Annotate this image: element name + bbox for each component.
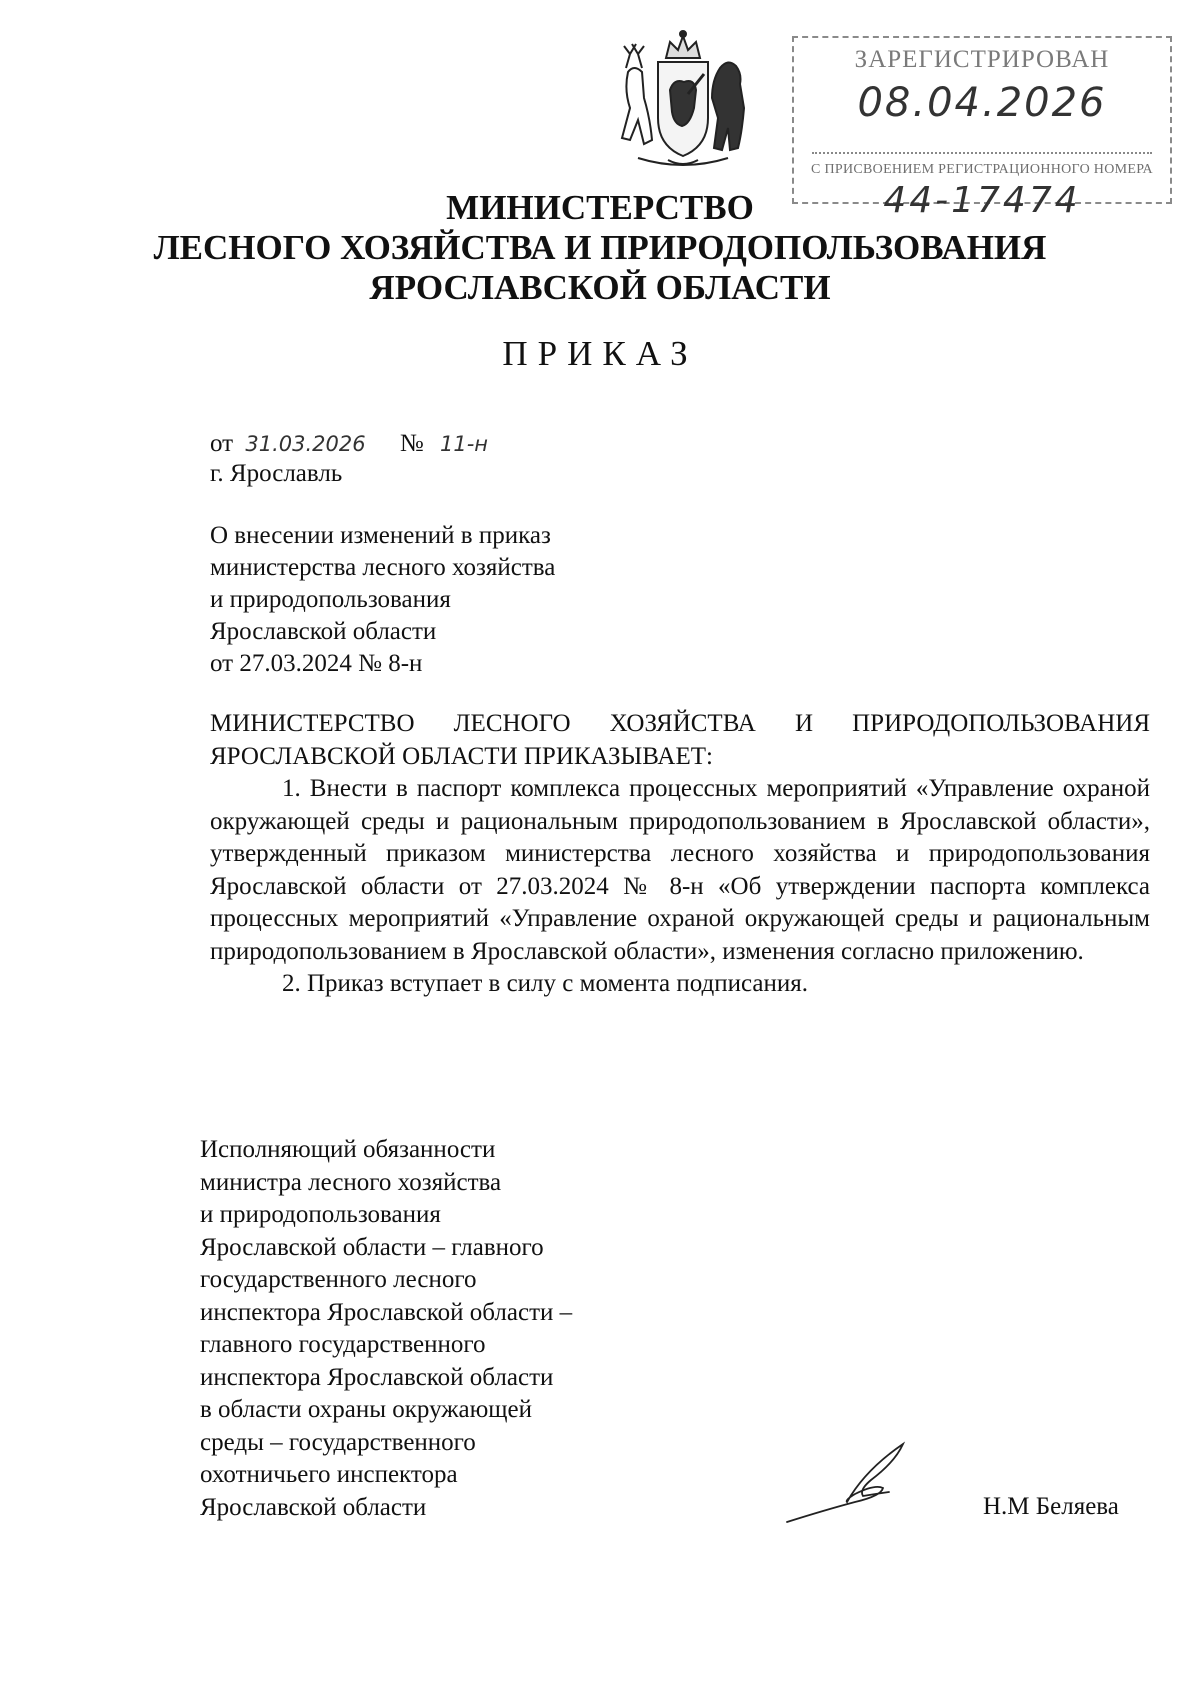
coat-of-arms-emblem: [608, 28, 758, 178]
signature-icon: [785, 1440, 915, 1525]
stamp-divider: [812, 152, 1152, 154]
from-label: от: [210, 430, 234, 457]
position-line: Ярославской области: [200, 1493, 427, 1521]
subject-line: от 27.03.2024 № 8-н: [210, 650, 423, 677]
position-line: охотничьего инспектора: [200, 1461, 458, 1488]
order-date-number-line: [210, 430, 488, 458]
body-item-1: 1. Внести в паспорт комплекса процессных мероприятий «Управление охраной окружающей среды и рациональным природопользованием в Ярославской области», утвержденный приказом министерства лесного хозяйства и природопользования Ярославской области от 27.03.2024 № 8-н «Об утверждении паспорта комплекса процессных мероприятий «Управление охраной окружающей среды и рациональным природопользованием в Ярославской области», изменения согласно приложению.: [210, 775, 1150, 965]
ministry-title-line-1: МИНИСТЕРСТВО: [446, 188, 754, 227]
position-line: инспектора Ярославской области: [200, 1363, 554, 1391]
position-line: министра лесного хозяйства: [200, 1168, 502, 1196]
number-label: №: [399, 430, 424, 457]
subject-line: О внесении изменений в приказ: [210, 522, 551, 549]
position-line: среды – государственного: [200, 1428, 476, 1456]
stamp-registration-date: 08.04.2026: [857, 80, 1107, 126]
order-subject: [210, 520, 555, 680]
signer-name: Н.М Беляева: [983, 1493, 1119, 1520]
subject-line: Ярославской области: [210, 618, 437, 645]
position-line: главного государственного: [200, 1331, 486, 1358]
position-line: инспектора Ярославской области –: [200, 1298, 573, 1326]
ministry-title-line-2: ЛЕСНОГО ХОЗЯЙСТВА И ПРИРОДОПОЛЬЗОВАНИЯ: [153, 228, 1047, 267]
position-line: государственного лесного: [200, 1266, 477, 1293]
handwritten-signature: [785, 1440, 915, 1525]
subject-line: министерства лесного хозяйства: [210, 554, 556, 581]
stamp-caption: С ПРИСВОЕНИЕМ РЕГИСТРАЦИОННОГО НОМЕРА: [811, 162, 1153, 177]
document-type-heading: ПРИКАЗ: [502, 334, 698, 373]
position-line: и природопользования: [200, 1201, 441, 1228]
stamp-registration-number: 44-17474: [883, 180, 1081, 221]
order-body: [210, 708, 1150, 1001]
body-preamble: МИНИСТЕРСТВО ЛЕСНОГО ХОЗЯЙСТВА И ПРИРОДОПОЛЬЗОВАНИЯ ЯРОСЛАВСКОЙ ОБЛАСТИ ПРИКАЗЫВАЕТ:: [210, 710, 1150, 770]
ministry-title-line-3: ЯРОСЛАВСКОЙ ОБЛАСТИ: [369, 268, 831, 307]
order-date: 31.03.2026: [245, 432, 366, 456]
position-line: Исполняющий обязанности: [200, 1136, 496, 1163]
signatory-position: [200, 1134, 572, 1524]
order-number: 11-н: [439, 432, 488, 456]
body-item-2: 2. Приказ вступает в силу с момента подписания.: [282, 970, 808, 997]
position-line: в области охраны окружающей: [200, 1396, 533, 1423]
coat-of-arms-icon: [608, 28, 758, 178]
position-line: Ярославской области – главного: [200, 1233, 544, 1261]
registration-stamp: [792, 36, 1172, 221]
stamp-title: ЗАРЕГИСТРИРОВАН: [854, 46, 1110, 73]
city: г. Ярославль: [210, 460, 343, 487]
subject-line: и природопользования: [210, 586, 451, 613]
